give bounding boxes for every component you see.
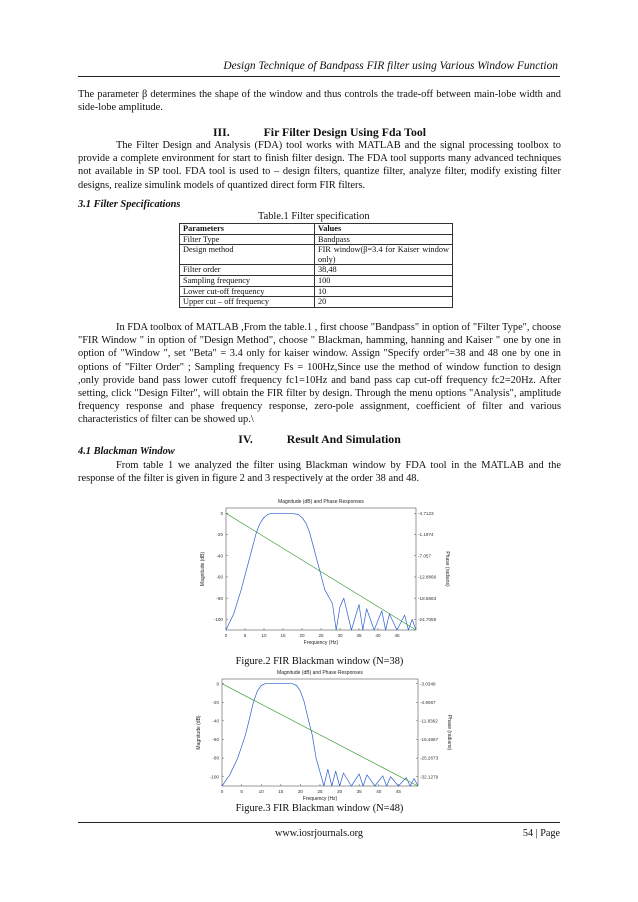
y-right-tick-label: -24.7059 xyxy=(418,616,437,622)
x-tick-label: 10 xyxy=(258,789,264,794)
table-row xyxy=(180,275,453,286)
y-tick-label: -20 xyxy=(212,699,219,705)
y-right-tick-label: -4.7123 xyxy=(418,510,434,516)
table-cell: Lower cut-off frequency xyxy=(180,286,315,297)
x-axis-label: Frequency (Hz) xyxy=(302,796,338,802)
y-axis-label: Magnitude (dB) xyxy=(196,715,202,750)
table-cell: Filter Type xyxy=(180,234,315,245)
table-header-cell: Values xyxy=(315,224,453,235)
x-tick-label: 30 xyxy=(337,633,343,638)
y-right-tick-label: -12.8866 xyxy=(418,574,437,580)
x-tick-label: 5 xyxy=(243,633,247,638)
x-tick-label: 40 xyxy=(376,789,382,794)
subsection-4-1-title: 4.1 Blackman Window xyxy=(78,446,175,457)
section-3-number: III. xyxy=(212,125,230,139)
figure-3-caption: Figure.3 FIR Blackman window (N=48) xyxy=(235,803,404,814)
table-cell: 38,48 xyxy=(315,265,453,276)
y-right-axis-label: Phase (radians) xyxy=(446,714,452,751)
y-tick-label: 0 xyxy=(220,510,223,516)
figure-2-caption: Figure.2 FIR Blackman window (N=38) xyxy=(235,656,404,667)
y-right-axis-label: Phase (radians) xyxy=(444,551,450,587)
table-caption: Table.1 Filter specification xyxy=(258,211,370,222)
x-tick-label: 15 xyxy=(280,633,286,638)
plot-frame xyxy=(226,508,416,630)
x-tick-label: 35 xyxy=(356,789,362,794)
y-tick-label: -80 xyxy=(212,755,219,761)
table-header-row xyxy=(180,224,453,235)
subsection-3-1-paragraph: In FDA toolbox of MATLAB ,From the table.1 , first choose "Bandpass" in option of "Filter Type", choose "FIR Window " in option of "Design Method", choose " Blackman, hamming, hanning and Kaiser " one by one in option of "Window ", set "Beta" = 3.4 only for kaiser window. Assign "Specify order"=38 and 48 one by one in options of "Filter Order" ; Sampling frequency Fs = 100Hz,Since use the method of window function to design ,only provide band pass lower cutoff frequency fc1=10Hz and band pass cap cut-off frequency fc2=20Hz. After setting, click "Design Filter", will obtain the FIR filter by design. Through the menu options "Analysis", amplitude frequency response and phase frequency response, zero-pole assignment, coefficient of filter and various characteristics of filter can be showed up.\ xyxy=(78,322,561,426)
x-tick-label: 25 xyxy=(318,633,324,638)
x-tick-label: 40 xyxy=(375,633,381,638)
intro-paragraph: The parameter β determines the shape of the window and thus controls the trade-off between main-lobe width and side-lobe amplitude. xyxy=(78,89,561,114)
x-tick-label: 30 xyxy=(337,789,343,794)
y-tick-label: -20 xyxy=(216,532,223,538)
y-tick-label: -100 xyxy=(209,774,219,780)
x-tick-label: 45 xyxy=(394,633,400,638)
table-cell: Sampling frequency xyxy=(180,275,315,286)
chart-title: Magnitude (dB) and Phase Responses xyxy=(277,670,363,676)
y-tick-label: -100 xyxy=(213,616,223,622)
filter-spec-table-wrap xyxy=(179,223,453,308)
footer-url[interactable]: www.iosrjournals.org xyxy=(274,828,363,839)
section-4-heading xyxy=(78,432,561,447)
section-3-paragraph: The Filter Design and Analysis (FDA) tool works with MATLAB and the signal processing toolbox to provide a complete environment for start to finish filter design. The FDA tool supports many advanced techniques not available in SP tool. FDA tool is used to – design filters, quantize filter, analyze filter, modify existing filter designs, realize simulink models of quantized direct form FIR filters. xyxy=(78,140,561,191)
x-tick-label: 5 xyxy=(240,789,243,794)
x-tick-label: 0 xyxy=(224,633,228,638)
y-tick-label: -40 xyxy=(216,553,223,559)
table-row xyxy=(180,286,453,297)
x-tick-label: 10 xyxy=(261,633,267,638)
table-row xyxy=(180,265,453,276)
subsection-4-1-paragraph: From table 1 we analyzed the filter using Blackman window by FDA tool in the MATLAB and the response of the filter is given in figure 2 and 3 respectively at the order 38 and 48. xyxy=(78,460,561,485)
x-tick-label: 20 xyxy=(297,789,303,794)
footer-page: 54 | Page xyxy=(522,828,560,839)
table-cell: 10 xyxy=(315,286,453,297)
section-4-number: IV. xyxy=(238,432,253,446)
table-row xyxy=(180,297,453,308)
section-3-title: Fir Filter Design Using Fda Tool xyxy=(263,125,427,139)
chart-title: Magnitude (dB) and Phase Responses xyxy=(278,499,364,505)
filter-spec-table xyxy=(179,223,453,308)
x-tick-label: 0 xyxy=(220,789,224,794)
header-rule xyxy=(78,76,560,77)
footer-rule xyxy=(78,822,560,823)
y-tick-label: -60 xyxy=(212,737,219,743)
subsection-3-1-title: 3.1 Filter Specifications xyxy=(78,199,181,210)
y-right-tick-label: -32.1279 xyxy=(420,774,439,780)
x-tick-label: 45 xyxy=(395,789,401,794)
y-right-tick-label: -3.0348 xyxy=(420,681,436,687)
y-right-tick-label: -16.4867 xyxy=(420,737,439,743)
section-4-title: Result And Simulation xyxy=(286,432,401,446)
table-row xyxy=(180,245,453,265)
x-tick-label: 15 xyxy=(278,789,284,794)
table-cell: FIR window(β=3.4 for Kaiser window only) xyxy=(315,245,453,265)
table-cell: Bandpass xyxy=(315,234,453,245)
y-tick-label: 0 xyxy=(216,681,219,687)
table-row xyxy=(180,234,453,245)
y-right-tick-label: -4.9067 xyxy=(420,699,436,705)
y-right-tick-label: -1.1974 xyxy=(418,532,434,538)
y-right-tick-label: -18.6663 xyxy=(418,595,437,601)
section-3-heading xyxy=(78,125,561,140)
x-tick-label: 20 xyxy=(299,633,305,638)
y-tick-label: -60 xyxy=(216,574,223,580)
table-cell: Design method xyxy=(180,245,315,265)
y-right-tick-label: -25.2673 xyxy=(420,755,439,761)
x-tick-label: 25 xyxy=(317,789,323,794)
y-tick-label: -40 xyxy=(212,718,219,724)
plot-frame xyxy=(222,679,418,786)
figure-3-chart xyxy=(192,667,452,802)
table-cell: Upper cut – off frequency xyxy=(180,297,315,308)
table-cell: 100 xyxy=(315,275,453,286)
y-right-tick-label: -7.057 xyxy=(418,553,432,559)
table-cell: 20 xyxy=(315,297,453,308)
figure-2-chart xyxy=(190,490,452,656)
y-right-tick-label: -11.8362 xyxy=(420,718,438,724)
table-cell: Filter order xyxy=(180,265,315,276)
table-header-cell: Parameters xyxy=(180,224,315,235)
x-tick-label: 35 xyxy=(356,633,362,638)
y-tick-label: -80 xyxy=(216,595,223,601)
y-axis-label: Magnitude (dB) xyxy=(200,551,206,587)
running-title: Design Technique of Bandpass FIR filter using Various Window Function xyxy=(223,60,558,72)
x-axis-label: Frequency (Hz) xyxy=(303,640,339,646)
